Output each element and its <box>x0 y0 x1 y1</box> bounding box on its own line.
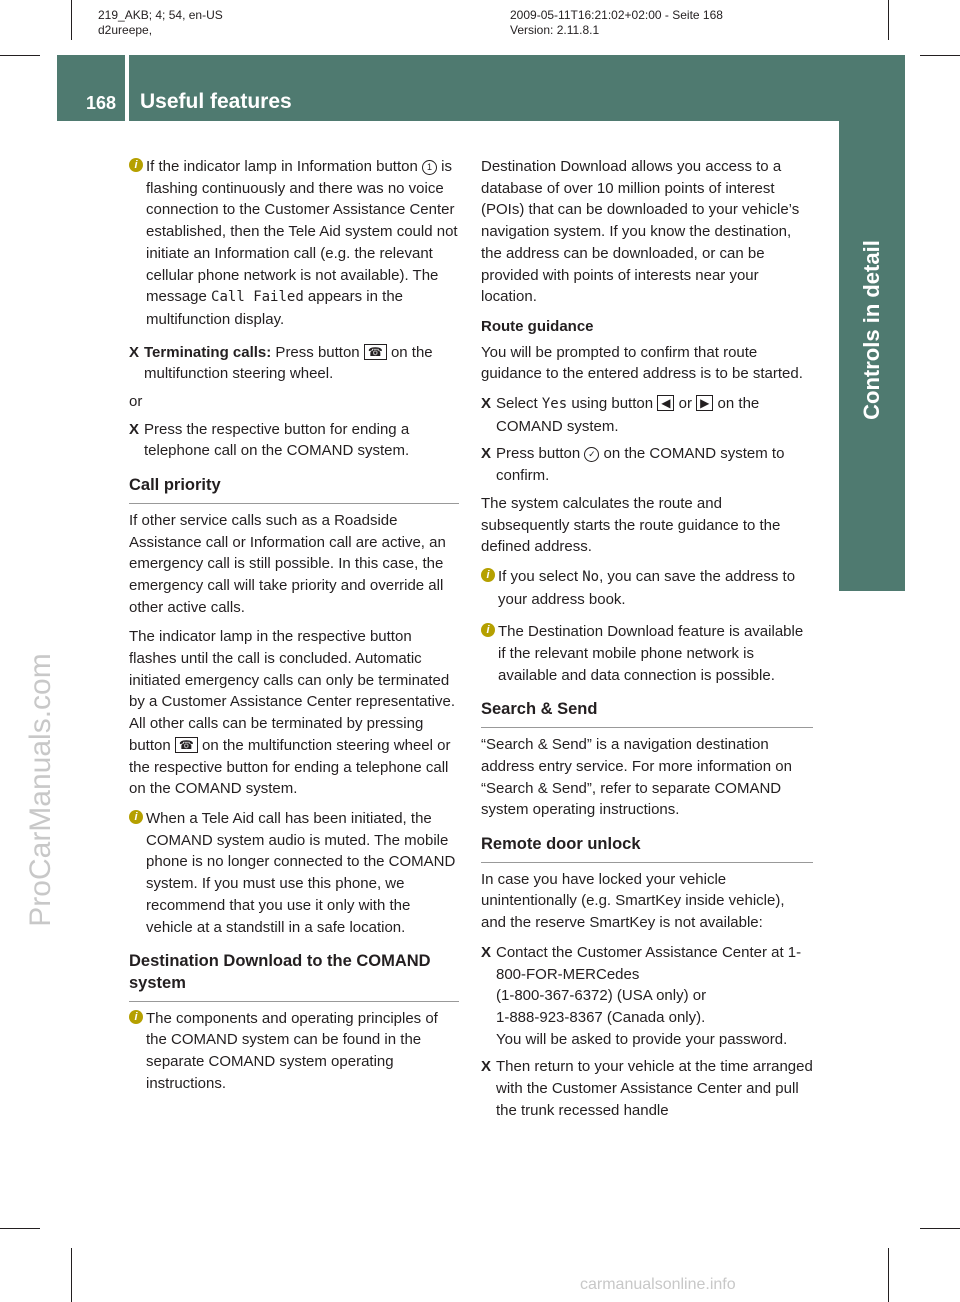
step-text: on the COMAND system to confirm. <box>496 445 785 485</box>
paragraph: In case you have locked your vehicle unintentionally (e.g. SmartKey inside vehicle), and the reserve SmartKey is not available: <box>481 870 785 932</box>
paragraph-text: The indicator lamp in the respective button flashes until the call is concluded. Automatic initiated emergency calls can only be terminated by a Customer Assistance Center representative. All other calls can be terminated by pressing button <box>129 628 455 754</box>
ok-icon: ✓ <box>584 447 599 462</box>
side-block <box>839 121 905 211</box>
step-label: Terminating calls: <box>144 343 272 361</box>
meta-line: 2009-05-11T16:21:02+02:00 - Seite 168 <box>510 8 723 22</box>
step-text: on the multifunction steering wheel. <box>144 343 433 383</box>
info-icon: i <box>129 810 143 824</box>
step-text: on the COMAND system. <box>496 395 760 435</box>
note-text: The components and operating principles of the COMAND system can be found in the separate COMAND system operating instructions. <box>146 1009 438 1092</box>
print-meta-right <box>510 8 723 38</box>
crop-mark <box>71 0 72 40</box>
paragraph: You will be prompted to confirm that route guidance to the entered address is to be started. <box>481 343 803 383</box>
step-icon: X <box>129 420 140 438</box>
left-column <box>129 156 459 1105</box>
info-note <box>481 566 813 610</box>
info-note <box>129 156 459 331</box>
side-tab-label: Controls in detail <box>859 240 884 420</box>
paragraph <box>129 626 459 800</box>
meta-line: d2ureepe, <box>98 23 153 37</box>
section-heading: Destination Download to the COMAND system <box>129 951 459 1001</box>
note-text: If the indicator lamp in Information button <box>146 158 422 175</box>
circle-one-icon: 1 <box>422 160 437 175</box>
note-text: The Destination Download feature is available if the relevant mobile phone network is available and data connection is possible. <box>498 623 804 684</box>
info-icon: i <box>481 568 495 582</box>
right-arrow-icon: ▶ <box>696 395 713 411</box>
step-text: Press the respective button for ending a telephone call on the COMAND system. <box>144 420 410 460</box>
paragraph: If other service calls such as a Roadside Assistance call or Information call are active, an emergency call is still possible. In this case, the emergency call will take priority and override all other active calls. <box>129 511 446 616</box>
info-icon: i <box>129 158 143 172</box>
section-heading: Remote door unlock <box>481 834 813 863</box>
note-text: is flashing continuously and there was no voice connection to the Customer Assistance Center established, then the Tele Aid system could not initiate an Information call (e.g. the relevant cellular phone network is not available). The message <box>146 158 458 306</box>
crop-mark <box>888 0 889 40</box>
info-note <box>129 1008 459 1095</box>
paragraph-text: on the multifunction steering wheel or the respective button for ending a telephone call on the COMAND system. <box>129 736 451 798</box>
end-call-icon: ☎ <box>175 737 198 753</box>
section-heading: Search & Send <box>481 699 813 728</box>
or-text: or <box>129 393 143 411</box>
step-text: Press button <box>271 343 364 361</box>
crop-mark <box>71 1248 72 1302</box>
paragraph: “Search & Send” is a navigation destination address entry service. For more information on “Search & Send”, refer to separate COMAND system operating instructions. <box>481 736 792 819</box>
step-line: 1-888-923-8367 (Canada only). <box>496 1008 706 1026</box>
step-icon: X <box>481 943 492 961</box>
section-heading: Call priority <box>129 475 459 504</box>
instruction-step <box>481 942 813 1051</box>
step-icon: X <box>129 343 140 361</box>
info-note <box>129 808 459 938</box>
meta-line: Version: 2.11.8.1 <box>510 23 600 37</box>
watermark-side: ProCarManuals.com <box>24 653 57 927</box>
meta-line: 219_AKB; 4; 54, en-US <box>98 8 223 22</box>
note-text: When a Tele Aid call has been initiated, the COMAND system audio is muted. The mobile phone is no longer connected to the COMAND system. If you must use this phone, we recommend that you use it only with the vehicle at a standstill in a safe location. <box>146 809 456 936</box>
section-title: Useful features <box>140 90 292 113</box>
note-text: If you select <box>498 567 583 585</box>
step-icon: X <box>481 445 492 463</box>
step-icon: X <box>481 395 492 413</box>
crop-mark <box>920 55 960 56</box>
instruction-step <box>481 443 813 486</box>
info-icon: i <box>129 1010 143 1024</box>
paragraph: The system calculates the route and subsequently starts the route guidance to the defined address. <box>481 494 781 556</box>
info-icon: i <box>481 623 495 637</box>
step-line: Contact the Customer Assistance Center at 1-800-FOR-MERCedes <box>496 943 802 983</box>
instruction-step <box>129 419 459 462</box>
right-column <box>481 156 813 1127</box>
instruction-step <box>129 342 459 385</box>
header-divider <box>125 55 129 121</box>
display-option: No <box>582 568 600 585</box>
instruction-step <box>481 393 813 437</box>
crop-mark <box>920 1228 960 1229</box>
print-meta-left <box>98 8 223 38</box>
page-number: 168 <box>86 93 117 113</box>
instruction-step <box>481 1056 813 1121</box>
left-arrow-icon: ◀ <box>657 395 674 411</box>
step-text: using button <box>567 395 658 413</box>
crop-mark <box>0 55 40 56</box>
step-text: Then return to your vehicle at the time arranged with the Customer Assistance Center and pull the trunk recessed handle <box>496 1058 813 1119</box>
step-line: You will be asked to provide your password. <box>496 1030 788 1048</box>
watermark-bottom: carmanualsonline.info <box>580 1276 736 1293</box>
step-text: Select <box>496 395 542 413</box>
paragraph: Destination Download allows you access to a database of over 10 million points of interest (POIs) that can be downloaded to your vehicle’s navigation system. If you know the destination, the address can be downloaded, or can be provided with points of interests near your location. <box>481 158 800 306</box>
end-call-icon: ☎ <box>364 344 387 360</box>
display-message: Call Failed <box>211 289 304 306</box>
step-line: (1-800-367-6372) (USA only) or <box>496 987 707 1005</box>
subheading: Route guidance <box>481 317 594 335</box>
note-text: appears in the multifunction display. <box>146 288 404 328</box>
step-text: Press button <box>496 445 585 463</box>
display-option: Yes <box>541 396 568 413</box>
note-text: , you can save the address to your address book. <box>498 567 796 608</box>
crop-mark <box>0 1228 40 1229</box>
step-text: or <box>674 395 697 413</box>
info-note <box>481 621 813 686</box>
crop-mark <box>888 1248 889 1302</box>
step-icon: X <box>481 1058 492 1076</box>
